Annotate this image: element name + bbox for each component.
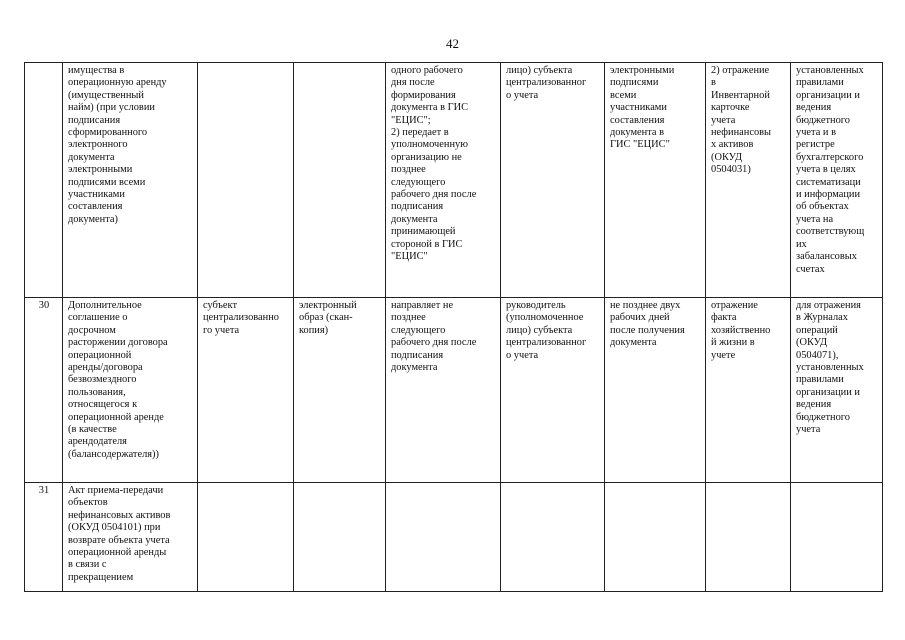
table-row <box>25 483 883 592</box>
document-name-cell <box>63 63 198 298</box>
cell-text: субъект централизованно го учета <box>203 300 279 336</box>
cell-text: установленных правилами организации и ведения бюджетного учета и в регистре бухгалтерского учета в целях систематизаци и информации об объектах учета на соответствующ их забалансовых счетах <box>796 65 865 275</box>
document-form-cell <box>294 63 386 298</box>
responsible-person-cell <box>501 298 605 483</box>
document-name-cell <box>63 483 198 592</box>
document-name-cell <box>63 298 198 483</box>
cell-text: Акт приема-передачи объектов нефинансовых активов (ОКУД 0504101) при возврате объекта учета операционной аренды в связи с прекращением <box>68 485 171 583</box>
processing-deadline-cell <box>605 63 706 298</box>
document-form-cell <box>294 483 386 592</box>
submission-deadline-cell <box>386 298 501 483</box>
creator-cell <box>198 63 294 298</box>
creator-cell <box>198 298 294 483</box>
row-number-cell <box>25 63 63 298</box>
cell-text: электронными подписями всеми участниками составления документа в ГИС "ЕЦИС" <box>610 65 675 151</box>
purpose-cell <box>791 298 883 483</box>
cell-text: направляет не позднее следующего рабочего дня после подписания документа <box>391 300 477 374</box>
cell-text: лицо) субъекта централизованног о учета <box>506 65 587 101</box>
cell-text: одного рабочего дня после формирования документа в ГИС "ЕЦИС"; 2) передает в уполномоченную организацию не позднее следующего рабочего дня после подписания документа принимающей стороной в ГИС "ЕЦИС" <box>391 65 477 263</box>
document-table <box>24 62 883 592</box>
cell-text: 2) отражение в Инвентарной карточке учета нефинансовы х активов (ОКУД 0504031) <box>711 65 772 176</box>
processing-deadline-cell <box>605 298 706 483</box>
purpose-cell <box>791 63 883 298</box>
submission-deadline-cell <box>386 483 501 592</box>
cell-text: не позднее двух рабочих дней после получения документа <box>610 300 685 349</box>
cell-text: отражение факта хозяйственно й жизни в учете <box>711 300 771 361</box>
cell-text: для отражения в Журналах операций (ОКУД 0504071), установленных правилами организации и ведения бюджетного учета <box>796 300 864 436</box>
responsible-person-cell <box>501 483 605 592</box>
document-form-cell <box>294 298 386 483</box>
processing-deadline-cell <box>605 483 706 592</box>
cell-text: имущества в операционную аренду (имущественный найм) (при условии подписания сформированного электронного документа электронными подписями всеми участниками составления документа) <box>68 65 167 225</box>
row-number-cell: 31 <box>25 483 63 592</box>
table-row <box>25 298 883 483</box>
creator-cell <box>198 483 294 592</box>
cell-text: руководитель (уполномоченное лицо) субъекта централизованног о учета <box>506 300 587 361</box>
purpose-cell <box>791 483 883 592</box>
table-row <box>25 63 883 298</box>
row-number-cell: 30 <box>25 298 63 483</box>
page-number: 42 <box>446 36 459 51</box>
submission-deadline-cell <box>386 63 501 298</box>
responsible-person-cell <box>501 63 605 298</box>
cell-text: электронный образ (скан- копия) <box>299 300 357 336</box>
cell-text: Дополнительное соглашение о досрочном расторжении договора операционной аренды/договора безвозмездного пользования, относящегося к операционной аренде (в качестве арендодателя (балансодержателя)) <box>68 300 168 460</box>
action-cell <box>706 298 791 483</box>
action-cell <box>706 483 791 592</box>
action-cell <box>706 63 791 298</box>
